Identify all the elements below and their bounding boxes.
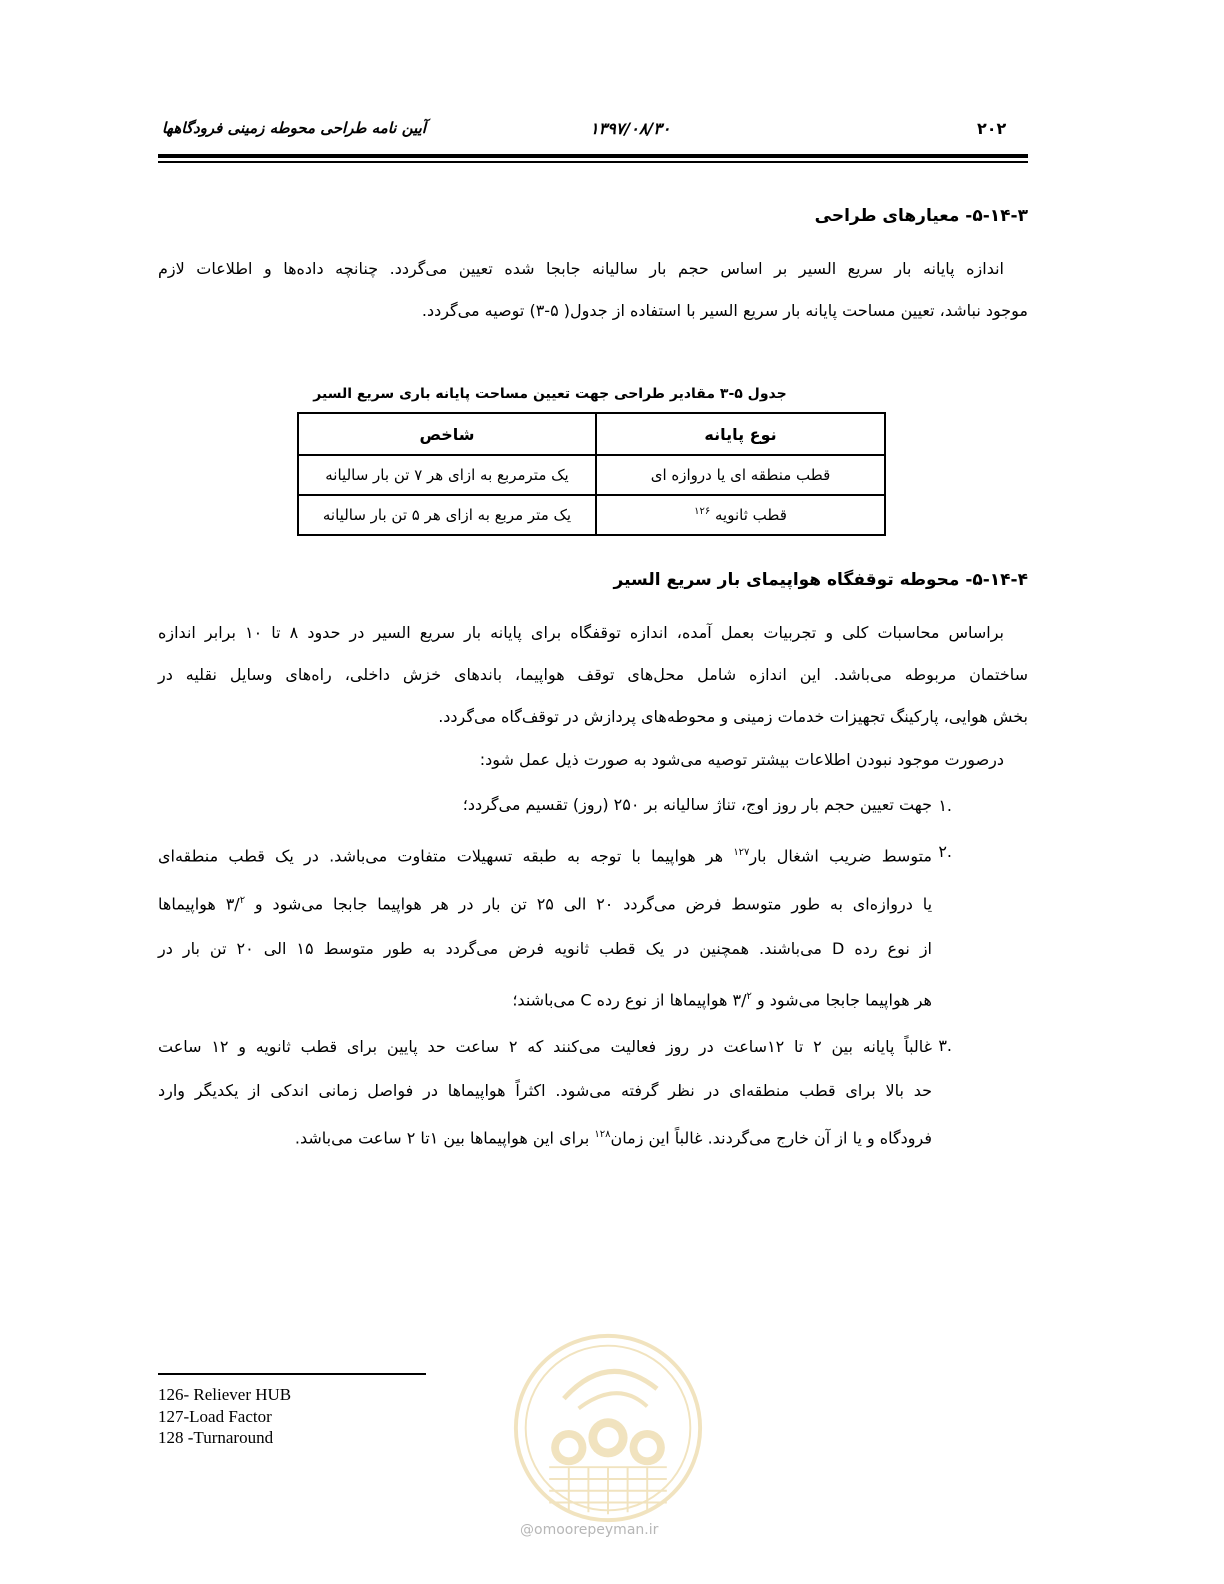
- header-date: ۱۳۹۷/۰۸/۳۰: [590, 119, 671, 138]
- footnote: 126- Reliever HUB: [158, 1385, 292, 1404]
- watermark-url: @omoorepeyman.ir: [520, 1522, 659, 1538]
- list-item: [158, 785, 1028, 825]
- paragraph-design-criteria: [158, 248, 1028, 332]
- section-heading-design-criteria: ۵-۱۴-۳- معیارهای طراحی: [814, 206, 1028, 226]
- footnote-ref: ۲: [746, 991, 752, 1002]
- list-line: فرودگاه و یا از آن خارج می‌گردند. غالباً این زمان$^{۱۲۸}$ برای این هواپیماها بین ۱تا ۲ ساعت می‌باشد.: [294, 1128, 932, 1148]
- paragraph-line: براساس محاسبات کلی و تجربیات بعمل آمده، اندازه توقفگاه برای پایانه بار سریع السیر در حدود ۸ تا ۱۰ برابر اندازه: [158, 623, 1004, 642]
- paragraph-line: درصورت موجود نبودن اطلاعات بیشتر توصیه می‌شود به صورت ذیل عمل شود:: [479, 750, 1004, 769]
- footnote-ref: ۱۲۷: [733, 847, 750, 858]
- list-line: حد بالا برای قطب منطقه‌ای در نظر گرفته می‌شود. اکثراً هواپیماها در فواصل زمانی اندکی از یکدیگر وارد: [158, 1081, 932, 1100]
- table-cell-type: قطب ثانویه $^{۱۲۶}$: [596, 495, 885, 535]
- paragraph-line: موجود نباشد، تعیین مساحت پایانه بار سریع السیر با استفاده از جدول( ۵-۳) توصیه می‌گردد.: [421, 301, 1028, 320]
- table-header-row: [298, 413, 885, 455]
- footnote-rule: [158, 1373, 426, 1375]
- list-line: از نوع رده D می‌باشند. همچنین در یک قطب ثانویه فرض می‌گردد به طور متوسط ۱۵ الی ۲۰ تن بار در: [158, 939, 932, 958]
- header-title: آیین نامه طراحی محوطه زمینی فرودگاهها: [161, 119, 426, 137]
- table-header-cell: نوع پایانه: [596, 413, 885, 455]
- table-cell-index: یک متر مربع به ازای هر ۵ تن بار سالیانه: [298, 495, 596, 535]
- section-heading-apron: ۵-۱۴-۴- محوطه توقفگاه هواپیمای بار سریع السیر: [613, 570, 1028, 590]
- footnote-ref: ۲: [239, 895, 246, 906]
- list-number: .۲: [938, 842, 952, 861]
- numbered-list: [158, 785, 1028, 1157]
- paragraph-intro: [158, 740, 1028, 780]
- list-line: غالباً پایانه بین ۲ تا ۱۲ساعت در روز فعالیت می‌کنند که ۲ ساعت حد پایین برای قطب ثانویه و ۱۲ ساعت: [158, 1037, 933, 1056]
- list-line: هر هواپیما جابجا می‌شود و ۳/$^۲$ هواپیماها از نوع رده C می‌باشند؛: [512, 990, 932, 1010]
- footnote: 127-Load Factor: [158, 1407, 272, 1426]
- list-line: یا دروازه‌ای به طور متوسط فرض می‌گردد ۲۰ الی ۲۵ تن بار در هر هواپیما جابجا می‌شود و ۳/$^۲$ هواپیماها: [158, 894, 933, 914]
- list-item: [158, 829, 1028, 1021]
- footnote-ref: ۱۲۶: [694, 506, 711, 517]
- header-rule-thin: [158, 161, 1028, 163]
- list-number: .۱: [938, 796, 952, 815]
- paragraph-apron: [158, 612, 1028, 738]
- list-number: .۳: [938, 1036, 952, 1055]
- table-cell-type: قطب منطقه ای یا دروازه ای: [596, 455, 885, 495]
- table-caption: جدول ۵-۳ مقادیر طراحی جهت تعیین مساحت پایانه باری سریع السیر: [313, 386, 787, 402]
- table-cell-index: یک مترمربع به ازای هر ۷ تن بار سالیانه: [298, 455, 596, 495]
- list-item: [158, 1025, 1028, 1157]
- list-line: متوسط ضریب اشغال بار$^{۱۲۷}$ هر هواپیما با توجه به طبقه تسهیلات متفاوت می‌باشد. در یک قطب منطقه‌ای: [158, 846, 933, 866]
- paragraph-line: بخش هوایی، پارکینگ تجهیزات خدمات زمینی و محوطه‌های پردازش در توقف‌گاه می‌گردد.: [438, 707, 1028, 726]
- page-number: ۲۰۲: [977, 119, 1007, 138]
- table-row: [298, 495, 885, 535]
- footnote-ref: ۱۲۸: [594, 1129, 611, 1140]
- paragraph-line: اندازه پایانه بار سریع السیر بر اساس حجم بار سالیانه جابجا شده تعیین می‌گردد. چنانچه داده‌ها و اطلاعات لازم: [158, 259, 1004, 278]
- paragraph-line: ساختمان مربوطه می‌باشد. این اندازه شامل محل‌های توقف هواپیما، باندهای خزش داخلی، راه‌های وسایل نقلیه در: [158, 665, 1028, 684]
- table-header-cell: شاخص: [298, 413, 596, 455]
- header-rule-thick: [158, 154, 1028, 158]
- watermark-logo-icon: [510, 1330, 706, 1526]
- footnote: 128 -Turnaround: [158, 1428, 274, 1447]
- list-line: جهت تعیین حجم بار روز اوج، تناژ سالیانه بر ۲۵۰ (روز) تقسیم می‌گردد؛: [462, 795, 932, 814]
- table-row: [298, 455, 885, 495]
- design-values-table: [297, 412, 886, 536]
